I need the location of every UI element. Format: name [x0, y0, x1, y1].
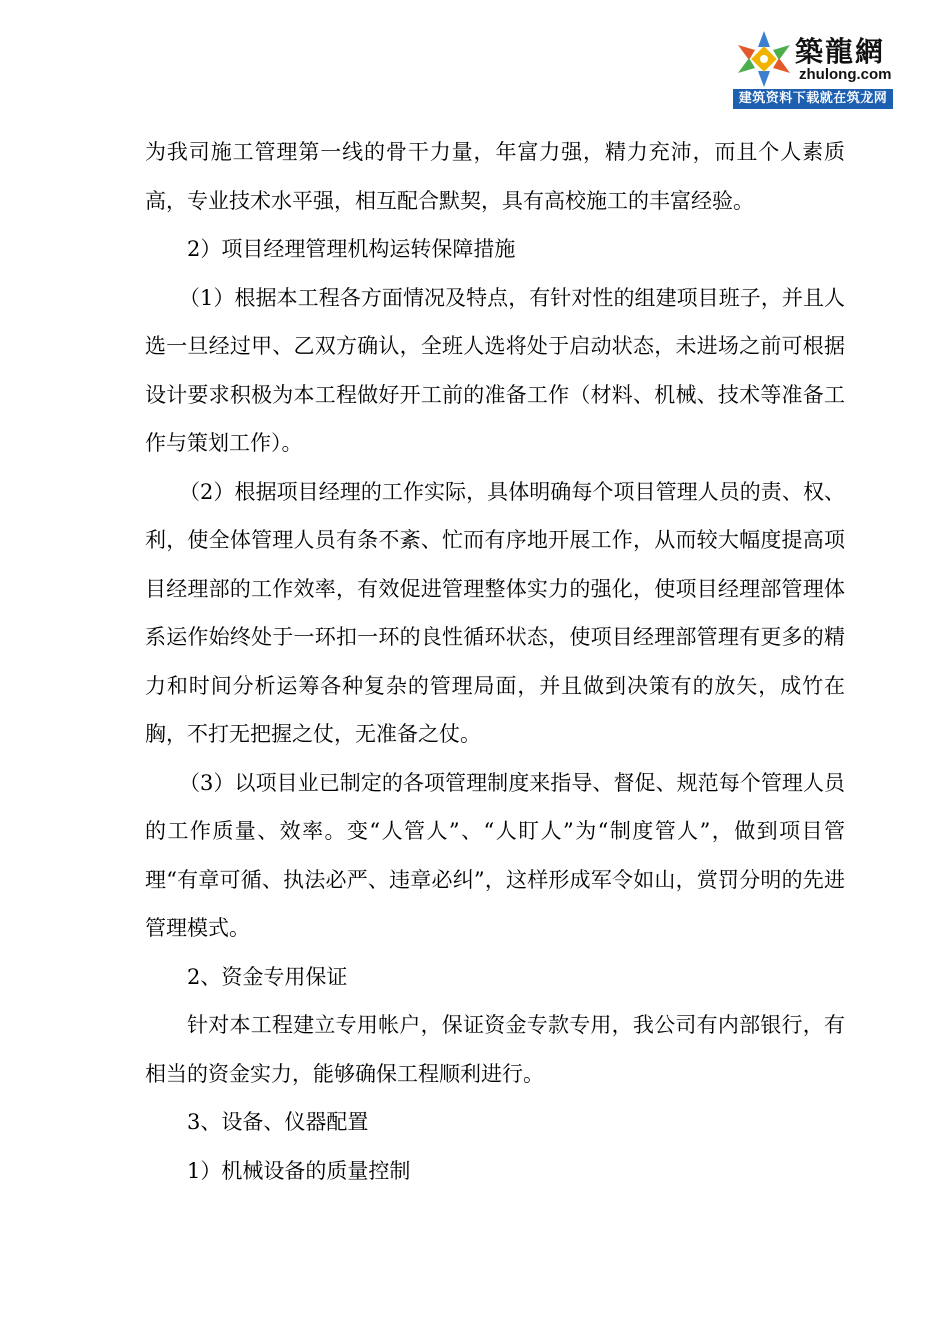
- zhulong-logo: [733, 22, 895, 110]
- logo-tagline: 建筑资料下载就在筑龙网: [733, 89, 893, 109]
- heading-fund-guarantee: 2、资金专用保证: [187, 964, 348, 989]
- paragraph-item-2: （2）根据项目经理的工作实际，具体明确每个项目管理人员的责、权、利，使全体管理人员有条不紊、忙而有序地开展工作，从而较大幅度提高项目经理部的工作效率，有效促进管理整体实力的强化，使项目经理部管理体系运作始终处于一环扣一环的良性循环状态，使项目经理部管理有更多的精力和时间分析运筹各种复杂的管理局面，并且做到决策有的放矢，成竹在胸，不打无把握之仗，无准备之仗。: [145, 479, 845, 746]
- paragraph-continuation: 为我司施工管理第一线的骨干力量，年富力强，精力充沛，而且个人素质高，专业技术水平强，相互配合默契，具有高校施工的丰富经验。: [145, 140, 845, 213]
- zhulong-snowflake-icon: [735, 28, 793, 90]
- heading-equipment-configuration: 3、设备、仪器配置: [187, 1110, 369, 1134]
- paragraph-item-1: （1）根据本工程各方面情况及特点，有针对性的组建项目班子，并且人选一旦经过甲、乙双方确认，全班人选将处于启动状态，未进场之前可根据设计要求积极为本工程做好开工前的准备工作（材料、机械、技术等准备工作与策划工作）。: [145, 285, 845, 455]
- paragraph-item-3: （3）以项目业已制定的各项管理制度来指导、督促、规范每个管理人员的工作质量、效率。变“人管人”、“人盯人”为“制度管人”，做到项目管理“有章可循、执法必严、违章必纠”，这样形成军令如山，赏罚分明的先进管理模式。: [145, 770, 845, 940]
- logo-chinese-name: 築龍網: [795, 35, 886, 68]
- document-body: [145, 128, 845, 1195]
- heading-project-manager-measures: 2）项目经理管理机构运转保障措施: [187, 237, 516, 261]
- logo-url: zhulong.com: [799, 66, 892, 83]
- paragraph-fund-guarantee: 针对本工程建立专用帐户，保证资金专款专用，我公司有内部银行，有相当的资金实力，能够确保工程顺利进行。: [145, 1013, 845, 1086]
- heading-machinery-quality-control: 1）机械设备的质量控制: [187, 1158, 411, 1183]
